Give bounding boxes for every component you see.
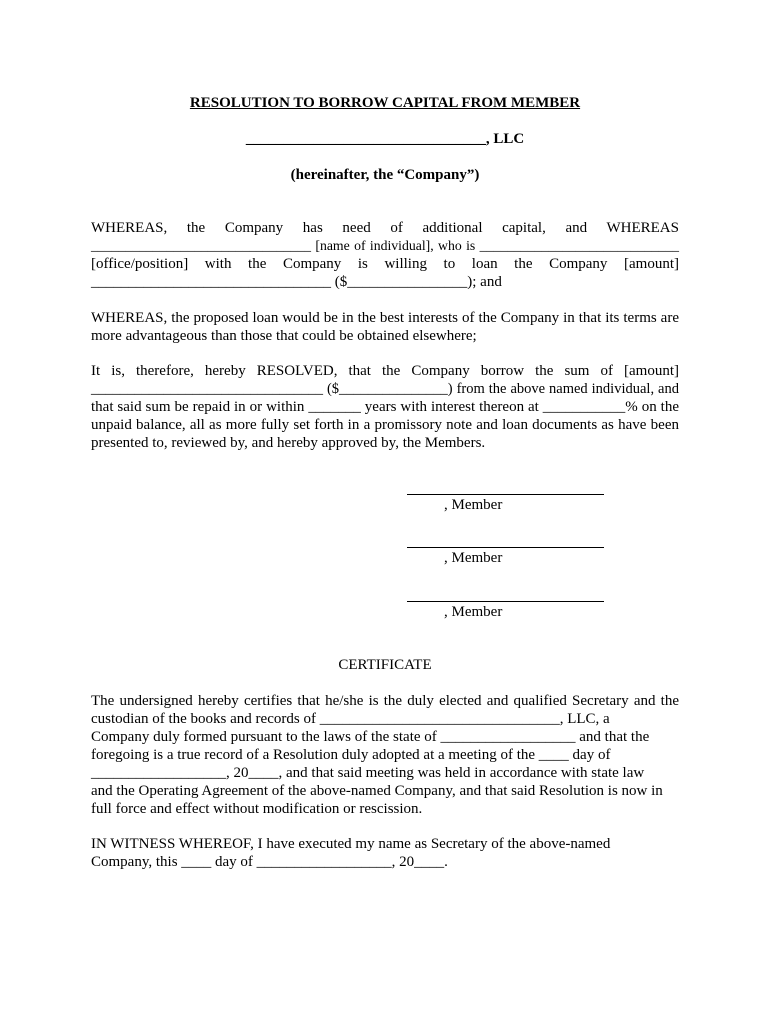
- certificate-line-5: __________________, 20____, and that said meeting was held in accordance with state law: [91, 765, 645, 781]
- witness-line-1: IN WITNESS WHEREOF, I have executed my name as Secretary of the above-named: [91, 836, 611, 852]
- whereas-1-line-3: [office/position] with the Company is willing to loan the Company [amount]: [91, 256, 679, 272]
- whereas-1-line-4: ________________________________ ($________________); and: [91, 274, 502, 290]
- certificate-line-7: full force and effect without modification or rescission.: [91, 801, 423, 817]
- whereas-2-line-2: more advantageous than those that could be obtained elsewhere;: [91, 328, 477, 344]
- signature-line-2: [407, 547, 604, 548]
- certificate-line-4: foregoing is a true record of a Resolution duly adopted at a meeting of the ____ day of: [91, 747, 611, 763]
- certificate-line-1: The undersigned hereby certifies that he/she is the duly elected and qualified Secretary and the: [91, 693, 679, 709]
- member-label-1: , Member: [444, 497, 503, 513]
- document-title: RESOLUTION TO BORROW CAPITAL FROM MEMBER: [189, 95, 581, 111]
- signature-line-1: [407, 494, 604, 495]
- resolved-line-5: presented to, reviewed by, and hereby approved by, the Members.: [91, 435, 486, 451]
- certificate-line-3: Company duly formed pursuant to the laws of the state of __________________ and that the: [91, 729, 650, 745]
- hereinafter-line: (hereinafter, the “Company”): [290, 167, 480, 183]
- resolved-line-2: ________________________________ ($_______________) from the above named individual, and: [91, 381, 679, 397]
- whereas-2-line-1: WHEREAS, the proposed loan would be in the best interests of the Company in that its terms are: [91, 310, 679, 326]
- resolved-line-1: It is, therefore, hereby RESOLVED, that the Company borrow the sum of [amount]: [91, 363, 679, 379]
- resolved-line-3: that said sum be repaid in or within _______ years with interest thereon at ___________% on the: [91, 399, 679, 415]
- whereas-1-line-1: WHEREAS, the Company has need of additional capital, and WHEREAS: [91, 220, 679, 236]
- resolved-line-4: unpaid balance, all as more fully set forth in a promissory note and loan documents as have been: [91, 417, 679, 433]
- certificate-line-6: and the Operating Agreement of the above-named Company, and that said Resolution is now in: [91, 783, 663, 799]
- signature-line-3: [407, 601, 604, 602]
- certificate-heading: CERTIFICATE: [338, 657, 432, 673]
- witness-line-2: Company, this ____ day of __________________, 20____.: [91, 854, 448, 870]
- whereas-1-line-2: ________________________________ [name of individual], who is _____________________________: [91, 238, 679, 253]
- company-name-line: ________________________________, LLC: [245, 131, 525, 147]
- certificate-line-2: custodian of the books and records of ________________________________, LLC, a: [91, 711, 610, 727]
- member-label-2: , Member: [444, 550, 503, 566]
- member-label-3: , Member: [444, 604, 503, 620]
